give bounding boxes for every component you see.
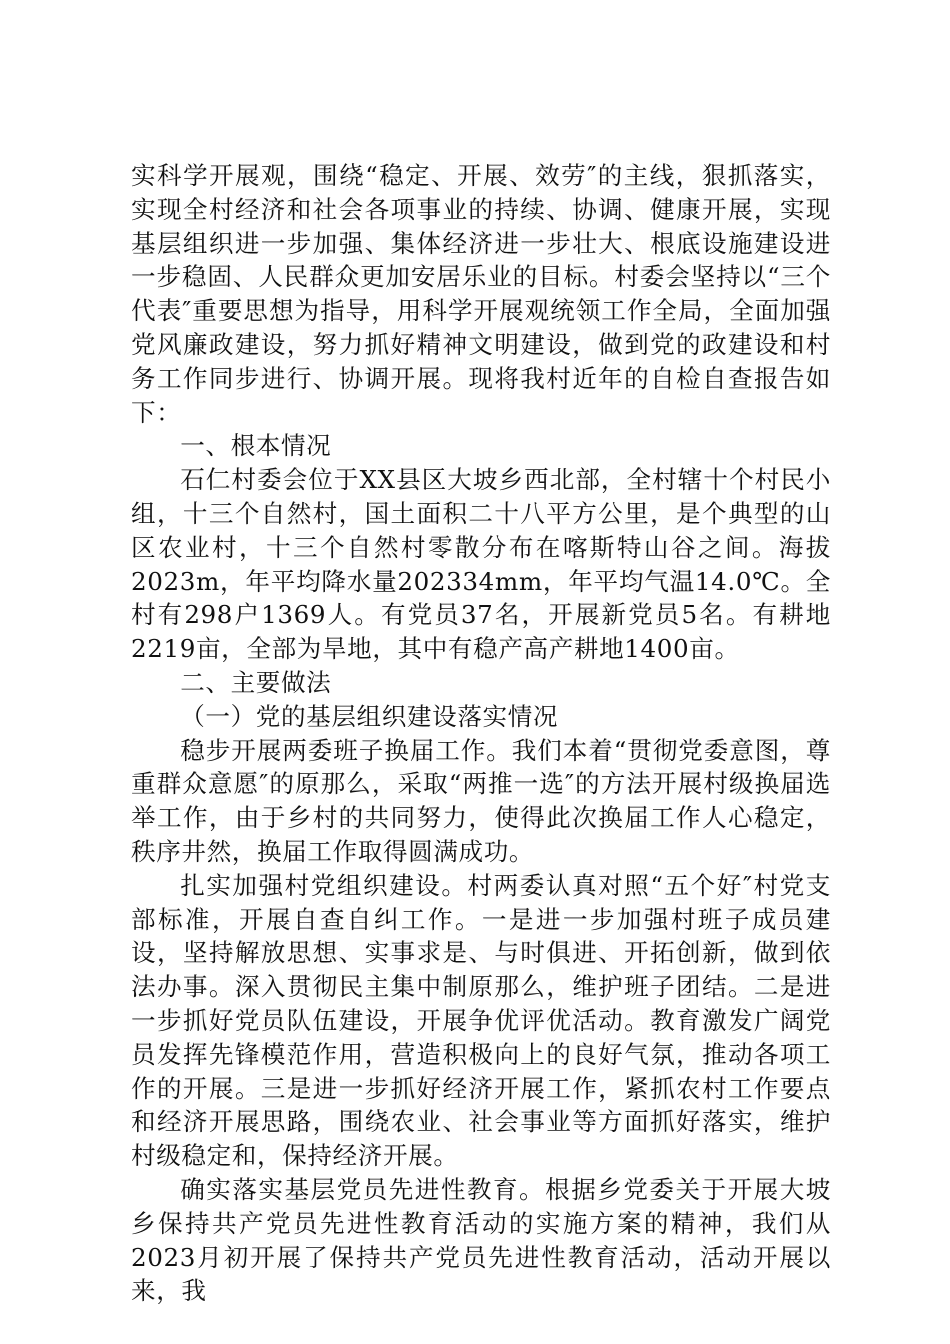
- paragraph-basic-situation: 石仁村委会位于XX县区大坡乡西北部，全村辖十个村民小组，十三个自然村，国土面积二十八平方公里，是个典型的山区农业村，十三个自然村零散分布在喀斯特山谷之间。海拔2023m，年平均降水量202334mm，年平均气温14.0℃。全村有298户1369人。有党员37名，开展新党员5名。有耕地2219亩，全部为旱地，其中有稳产高产耕地1400亩。: [131, 465, 831, 664]
- paragraph-intro: 实科学开展观，围绕“稳定、开展、效劳″的主线，狠抓落实，实现全村经济和社会各项事业的持续、协调、健康开展，实现基层组织进一步加强、集体经济进一步壮大、根底设施建设进一步稳固、人民群众更加安居乐业的目标。村委会坚持以“三个代表″重要思想为指导，用科学开展观统领工作全局，全面加强党风廉政建设，努力抓好精神文明建设，做到党的政建设和村务工作同步进行、协调开展。现将我村近年的自检自查报告如下：: [131, 161, 831, 427]
- subsection-heading-party-organization: （一）党的基层组织建设落实情况: [180, 701, 559, 731]
- section-heading-basic-situation: 一、根本情况: [180, 431, 332, 461]
- paragraph-party-building: 扎实加强村党组织建设。村两委认真对照“五个好″村党支部标准，开展自查自纠工作。一是进一步加强村班子成员建设，坚持解放思想、实事求是、与时俱进、开拓创新，做到依法办事。深入贯彻民主集中制原那么，维护班子团结。二是进一步抓好党员队伍建设，开展争优评优活动。教育激发广阔党员发挥先锋模范作用，营造积极向上的良好气氛，推动各项工作的开展。三是进一步抓好经济开展工作，紧抓农村工作要点和经济开展思路，围绕农业、社会事业等方面抓好落实，维护村级稳定和，保持经济开展。: [131, 870, 831, 1171]
- paragraph-election: 稳步开展两委班子换届工作。我们本着“贯彻党委意图，尊重群众意愿″的原那么，采取“两推一选″的方法开展村级换届选举工作，由于乡村的共同努力，使得此次换届工作人心稳定，秩序井然，换届工作取得圆满成功。: [131, 735, 831, 866]
- paragraph-education: 确实落实基层党员先进性教育。根据乡党委关于开展大坡乡保持共产党员先进性教育活动的实施方案的精神，我们从2023月初开展了保持共产党员先进性教育活动，活动开展以来，我: [131, 1174, 831, 1306]
- document-page: [131, 159, 831, 1308]
- section-heading-main-practices: 二、主要做法: [180, 667, 332, 697]
